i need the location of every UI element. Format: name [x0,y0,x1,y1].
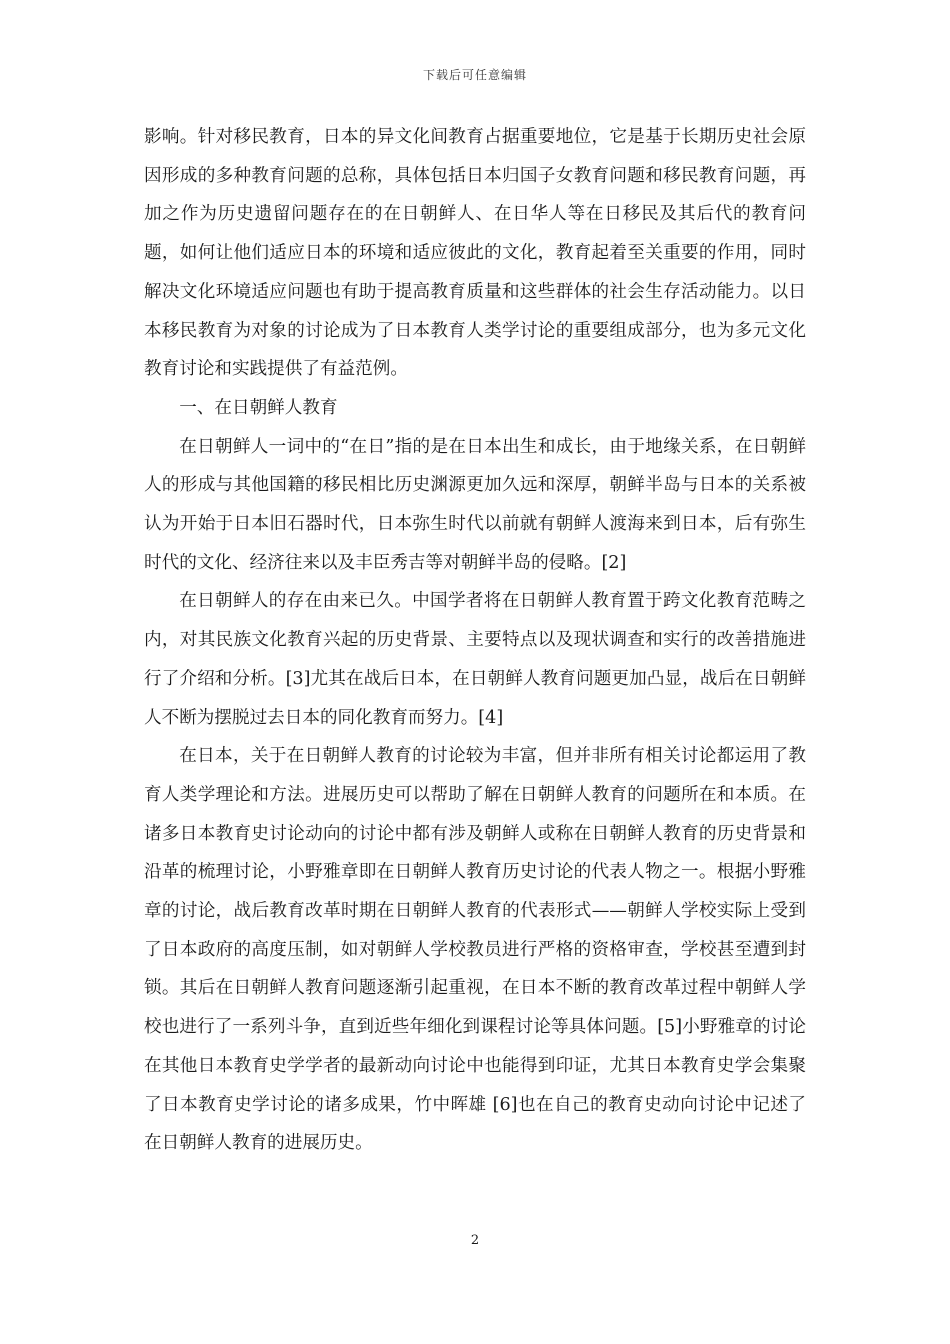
paragraph-1: 影响。针对移民教育，日本的异文化间教育占据重要地位，它是基于长期历史社会原因形成的多种教育问题的总称，具体包括日本归国子女教育问题和移民教育问题，再加之作为历史遗留问题存在的在日朝鲜人、在日华人等在日移民及其后代的教育问题，如何让他们适应日本的环境和适应彼此的文化，教育起着至关重要的作用，同时解决文化环境适应问题也有助于提高教育质量和这些群体的社会生存活动能力。以日本移民教育为对象的讨论成为了日本教育人类学讨论的重要组成部分，也为多元文化教育讨论和实践提供了有益范例。 [144,127,806,380]
paragraph-4: 在日本，关于在日朝鲜人教育的讨论较为丰富，但并非所有相关讨论都运用了教育人类学理论和方法。进展历史可以帮助了解在日朝鲜人教育的问题所在和本质。在诸多日本教育史讨论动向的讨论中都有涉及朝鲜人或称在日朝鲜人教育的历史背景和沿革的梳理讨论，小野雅章即在日朝鲜人教育历史讨论的代表人物之一。根据小野雅章的讨论，战后教育改革时期在日朝鲜人教育的代表形式——朝鲜人学校实际上受到了日本政府的高度压制，如对朝鲜人学校教员进行严格的资格审查，学校甚至遭到封锁。其后在日朝鲜人教育问题逐渐引起重视，在日本不断的教育改革过程中朝鲜人学校也进行了一系列斗争，直到近些年细化到课程讨论等具体问题。[5]小野雅章的讨论在其他日本教育史学学者的最新动向讨论中也能得到印证，尤其日本教育史学会集聚了日本教育史学讨论的诸多成果，竹中晖雄 [6]也在自己的教育史动向讨论中记述了在日朝鲜人教育的进展历史。 [144,746,806,1154]
document-body [144,118,806,1163]
paragraph-3: 在日朝鲜人的存在由来已久。中国学者将在日朝鲜人教育置于跨文化教育范畴之内，对其民族文化教育兴起的历史背景、主要特点以及现状调查和实行的改善措施进行了介绍和分析。[3]尤其在战后日本，在日朝鲜人教育问题更加凸显，战后在日朝鲜人不断为摆脱过去日本的同化教育而努力。[4] [144,591,806,728]
page-number: 2 [470,1233,480,1248]
page-header: 下载后可任意编辑 [422,68,527,82]
paragraph-2: 在日朝鲜人一词中的“在日”指的是在日本出生和成长，由于地缘关系，在日朝鲜人的形成与其他国籍的移民相比历史渊源更加久远和深厚，朝鲜半岛与日本的关系被认为开始于日本旧石器时代，日本弥生时代以前就有朝鲜人渡海来到日本，后有弥生时代的文化、经济往来以及丰臣秀吉等对朝鲜半岛的侵略。[2] [144,436,806,573]
section-heading: 一、在日朝鲜人教育 [179,397,338,418]
